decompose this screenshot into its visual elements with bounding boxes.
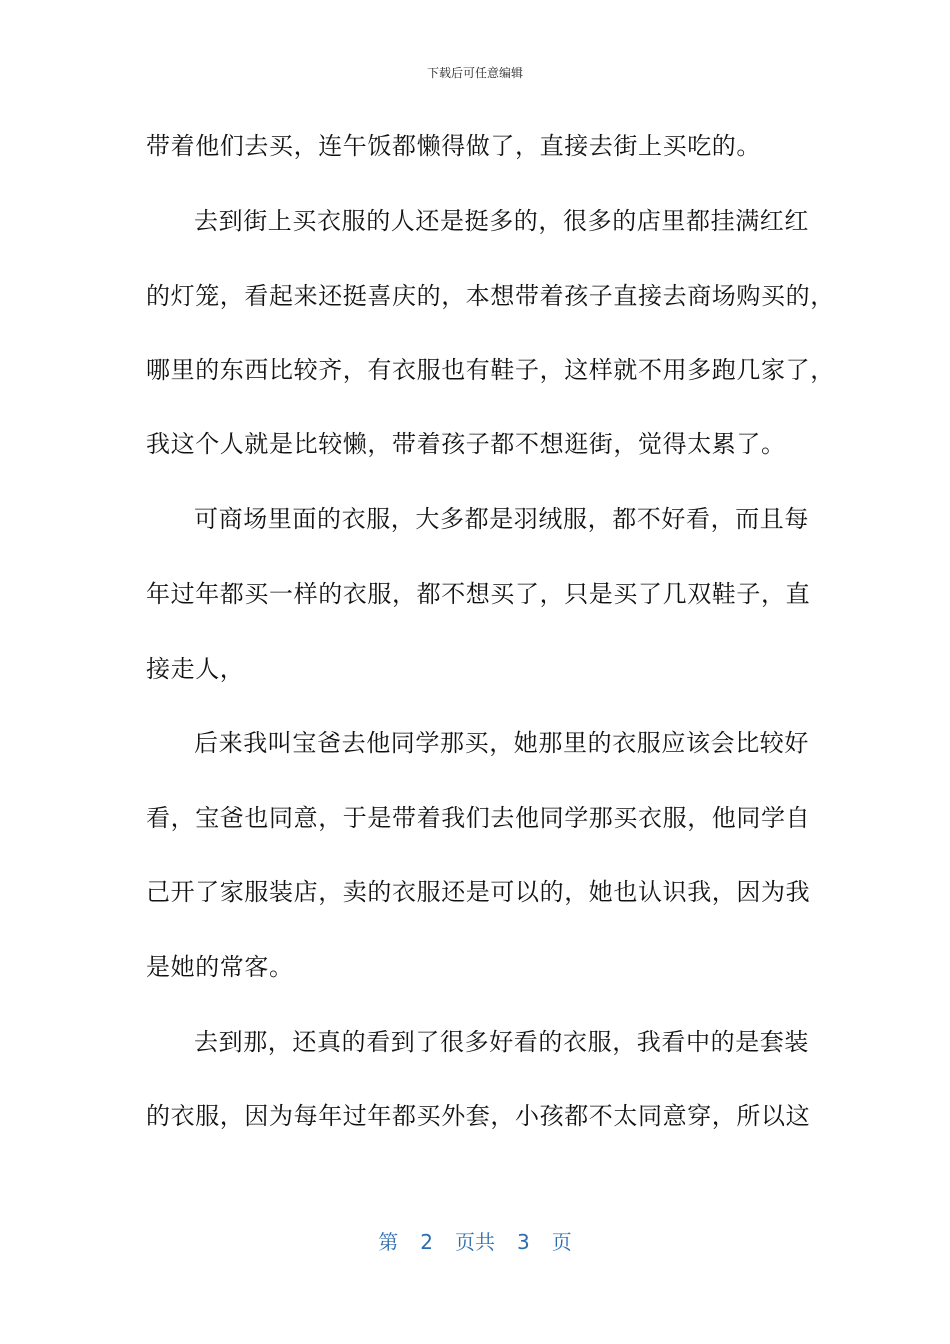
total-page-number: 3 <box>517 1230 530 1254</box>
paragraph-line: 年过年都买一样的衣服，都不想买了，只是买了几双鞋子，直 <box>146 580 811 608</box>
paragraph-line: 去到街上买衣服的人还是挺多的，很多的店里都挂满红红 <box>194 207 809 235</box>
paragraph-line: 哪里的东西比较齐，有衣服也有鞋子，这样就不用多跑几家了， <box>146 356 835 384</box>
footer-middle: 页共 <box>455 1230 495 1254</box>
paragraph-line: 带着他们去买，连午饭都懒得做了，直接去街上买吃的。 <box>146 132 761 160</box>
paragraph-line: 去到那，还真的看到了很多好看的衣服，我看中的是套装 <box>194 1028 809 1056</box>
paragraph-line: 可商场里面的衣服，大多都是羽绒服，都不好看，而且每 <box>194 505 809 533</box>
paragraph-line: 是她的常客。 <box>146 953 294 981</box>
current-page-number: 2 <box>420 1230 433 1254</box>
page-footer <box>0 1226 950 1255</box>
paragraph-line: 接走人， <box>146 655 245 683</box>
paragraph-line: 后来我叫宝爸去他同学那买，她那里的衣服应该会比较好 <box>194 729 809 757</box>
page-header: 下载后可任意编辑 <box>426 66 523 80</box>
paragraph-line: 看，宝爸也同意，于是带着我们去他同学那买衣服，他同学自 <box>146 804 811 832</box>
paragraph-line: 我这个人就是比较懒，带着孩子都不想逛街，觉得太累了。 <box>146 430 786 458</box>
paragraph-line: 己开了家服装店，卖的衣服还是可以的，她也认识我，因为我 <box>146 878 811 906</box>
footer-suffix: 页 <box>551 1230 572 1254</box>
paragraph-line: 的灯笼，看起来还挺喜庆的，本想带着孩子直接去商场购买的， <box>146 282 835 310</box>
footer-prefix: 第 <box>378 1230 399 1254</box>
paragraph-line: 的衣服，因为每年过年都买外套，小孩都不太同意穿，所以这 <box>146 1102 811 1130</box>
